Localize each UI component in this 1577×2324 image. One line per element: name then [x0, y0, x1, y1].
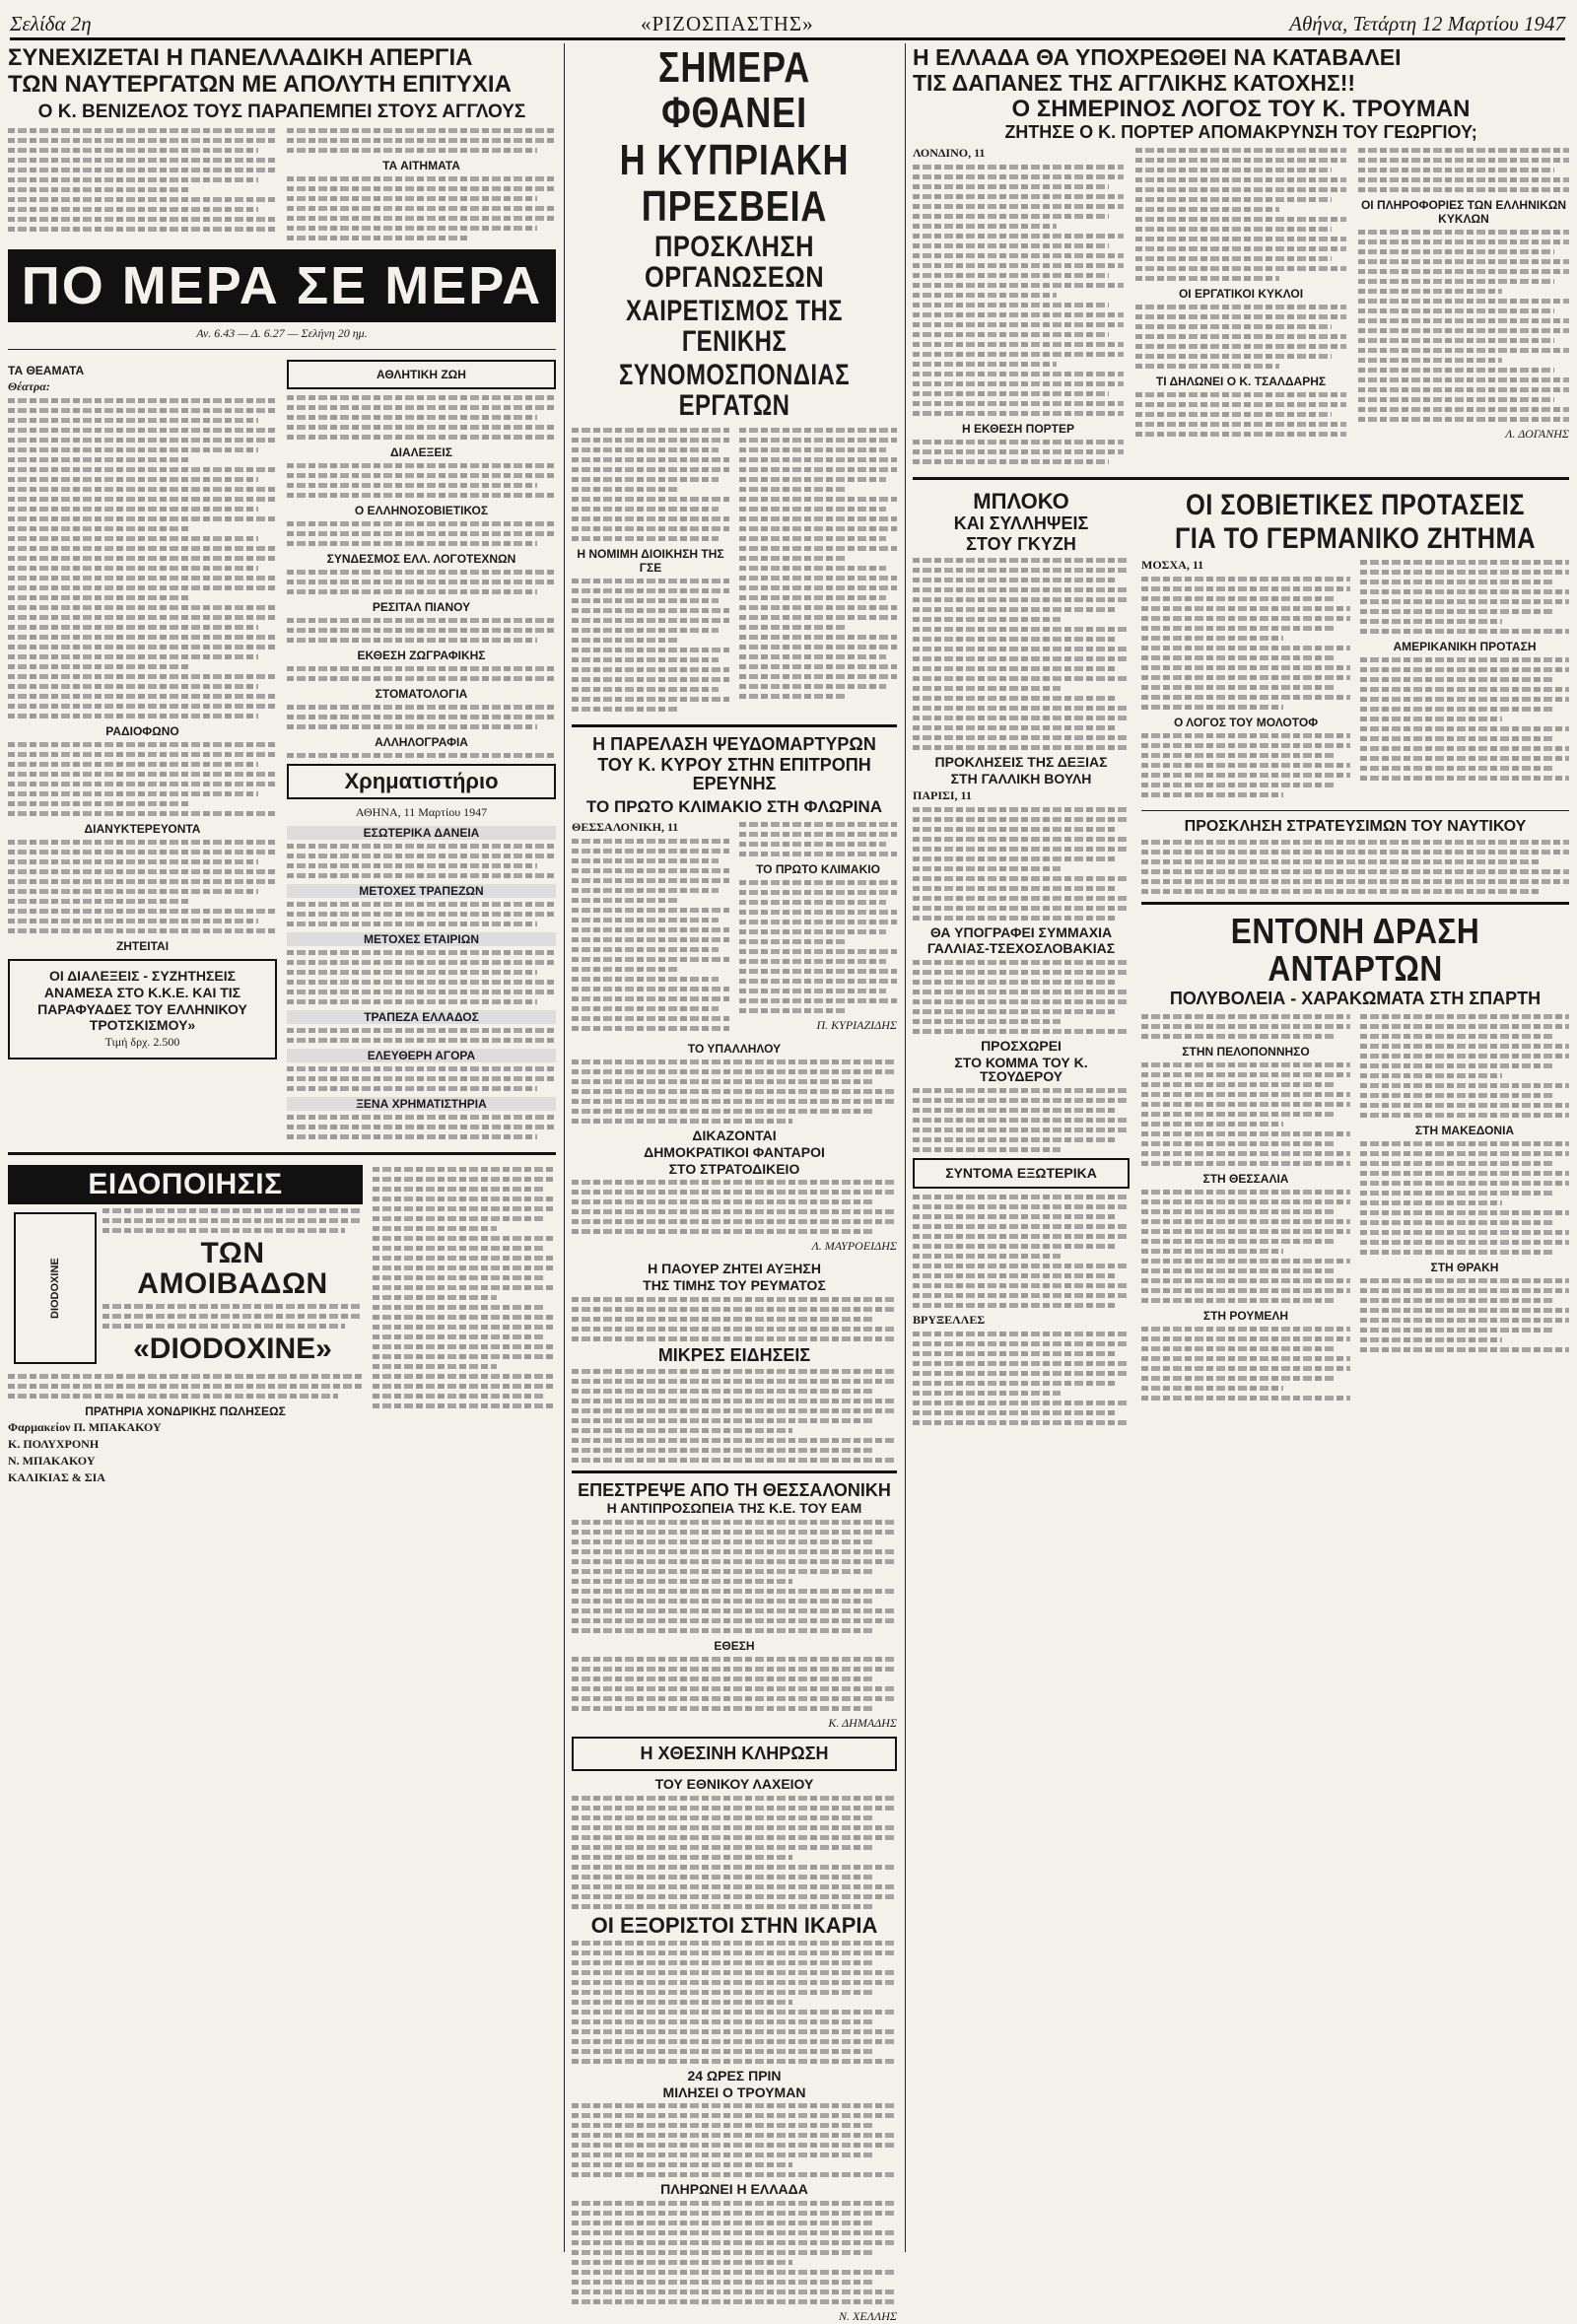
- date-line: Αθήνα, Τετάρτη 12 Μαρτίου 1947: [1289, 12, 1565, 35]
- cyprus-headline-1: ΣΗΜΕΡΑ ΦΘΑΝΕΙ: [657, 43, 811, 138]
- book-line-3: ΠΑΡΑΦΥΑΔΕΣ ΤΟΥ ΕΛΛΗΝΙΚΟΥ: [37, 1000, 247, 1017]
- signature-chellis: Ν. ΧΕΛΛΗΣ: [839, 2308, 897, 2323]
- ethesi-heading: ΕΘΕΣΗ: [714, 1639, 755, 1654]
- sovietikes-headline-1: ΟΙ ΣΟΒΙΕΤΙΚΕΣ ΠΡΟΤΑΣΕΙΣ: [1186, 489, 1525, 522]
- plirofories-heading: ΟΙ ΠΛΗΡΟΦΟΡΙΕΣ ΤΩΝ ΕΛΛΗΝΙΚΩΝ ΚΥΚΛΩΝ: [1360, 198, 1567, 227]
- porter-headline: ΖΗΤΗΣΕ Ο Κ. ΠΟΡΤΕΡ ΑΠΟΜΑΚΡΥΝΣΗ ΤΟΥ ΓΕΩΡΓΙΟΥ;: [1004, 122, 1477, 143]
- ad-pharm-3: Ν. ΜΠΑΚΑΚΟΥ: [8, 1453, 96, 1468]
- moscha-dateline: ΜΟΣΧΑ, 11: [1141, 558, 1204, 573]
- diodoxine-bottle: DIODOXINE: [14, 1212, 97, 1364]
- dikazontai-2: ΔΗΜΟΚΡΑΤΙΚΟΙ ΦΑΝΤΑΡΟΙ: [644, 1143, 825, 1160]
- signature-doganis: Λ. ΔΟΓΑΝΗΣ: [1505, 427, 1569, 442]
- column-rule: [905, 43, 906, 2252]
- section-banner: ΠΟ ΜΕΡΑ ΣΕ ΜΕΡΑ: [8, 249, 556, 322]
- ad-amoivadon: ΤΩΝ ΑΜΟΙΒΑΔΩΝ: [137, 1236, 328, 1301]
- ores-headline-2: ΜΙΛΗΣΕΙ Ο ΤΡΟΥΜΑΝ: [662, 2084, 806, 2100]
- epistrefe-headline-2: Η ΑΝΤΙΠΡΟΣΩΠΕΙΑ ΤΗΣ Κ.Ε. ΤΟΥ ΕΑΜ: [606, 1500, 862, 1517]
- stock-title: Χρηματιστήριο: [287, 764, 556, 799]
- londino-dateline: ΛΟΝΔΙΝΟ, 11: [913, 146, 986, 161]
- cyprus-headline-2: Η ΚΥΠΡΙΑΚΗ ΠΡΕΣΒΕΙΑ: [619, 136, 850, 231]
- stomatologia-heading: ΣΤΟΜΑΤΟΛΟΓΙΑ: [375, 687, 468, 702]
- calendar-line: Αν. 6.43 — Δ. 6.27 — Σελήνη 20 ημ.: [196, 326, 368, 341]
- entoni-headline-1: ΕΝΤΟΝΗ ΔΡΑΣΗ ΑΝΤΑΡΤΩΝ: [1230, 911, 1480, 989]
- ores-headline-1: 24 ΩΡΕΣ ΠΡΙΝ: [687, 2067, 782, 2084]
- prokliseis-2: ΣΤΗ ΓΑΛΛΙΚΗ ΒΟΥΛΗ: [950, 770, 1092, 786]
- masthead: [10, 12, 1565, 40]
- roumeli-heading: ΣΤΗ ΡΟΥΜΕΛΗ: [1202, 1308, 1289, 1323]
- symfono-1: ΘΑ ΥΠΟΓΡΑΦΕΙ ΣΥΜΜΑΧΙΑ: [929, 923, 1113, 940]
- ad-pharm-2: Κ. ΠΟΛΥΧΡΟΝΗ: [8, 1436, 100, 1451]
- aitimata-heading: ΤΑ ΑΙΤΗΜΑΤΑ: [382, 159, 460, 173]
- dikazontai-1: ΔΙΚΑΖΟΝΤΑΙ: [692, 1128, 777, 1144]
- mikres-headline: ΜΙΚΡΕΣ ΕΙΔΗΣΕΙΣ: [657, 1344, 811, 1365]
- signature-kyriazidis: Π. ΚΥΡΙΑΖΙΔΗΣ: [816, 1018, 897, 1033]
- prosklisi-headline: ΠΡΟΣΚΛΗΣΗ ΣΤΡΑΤΕΥΣΙΜΩΝ ΤΟΥ ΝΑΥΤΙΚΟΥ: [1184, 818, 1527, 836]
- parisi-dateline: ΠΑΡΙΣΙ, 11: [913, 787, 972, 802]
- prosxori-2: ΣΤΟ ΚΟΜΜΑ ΤΟΥ Κ. ΤΣΟΥΔΕΡΟΥ: [954, 1054, 1088, 1085]
- stock-trapeza: ΤΡΑΠΕΖΑ ΕΛΛΑΔΟΣ: [287, 1010, 556, 1024]
- ad-product: «DIODOXINE»: [133, 1332, 332, 1365]
- tsaldaris-heading: ΤΙ ΔΗΛΩΝΕΙ Ο Κ. ΤΣΑΛΔΑΡΗΣ: [1155, 375, 1327, 389]
- makedonia-heading: ΣΤΗ ΜΑΚΕΔΟΝΙΑ: [1414, 1123, 1515, 1137]
- book-line-1: ΟΙ ΔΙΑΛΕΞΕΙΣ - ΣΥΖΗΤΗΣΕΙΣ: [48, 968, 237, 985]
- lachio-headline-1: Η ΧΘΕΣΙΝΗ ΚΛΗΡΩΣΗ: [572, 1737, 897, 1771]
- eksoristoi-headline: ΟΙ ΕΞΟΡΙΣΤΟΙ ΣΤΗΝ ΙΚΑΡΙΑ: [590, 1912, 878, 1938]
- blokko-headline-1: ΜΠΛΟΚΟ: [973, 489, 1069, 514]
- book-price: Τιμή δρχ. 2.500: [104, 1035, 180, 1050]
- column-middle: [572, 43, 897, 2323]
- athlitiki-heading: ΑΘΛΗΤΙΚΗ ΖΩΗ: [287, 360, 556, 389]
- ekthesi-heading: ΕΚΘΕΣΗ ΖΩΓΡΑΦΙΚΗΣ: [357, 649, 486, 663]
- cyprus-headline-4: ΧΑΙΡΕΤΙΣΜΟΣ ΤΗΣ ΓΕΝΙΚΗΣ: [626, 294, 843, 359]
- ypallilos-heading: ΤΟ ΥΠΑΛΛΗΛΟΥ: [687, 1042, 782, 1057]
- column-rule: [564, 43, 565, 2252]
- syndesmos-heading: ΣΥΝΔΕΣΜΟΣ ΕΛΛ. ΛΟΓΟΤΕΧΝΩΝ: [326, 552, 516, 567]
- florina-sub: ΤΟ ΠΡΩΤΟ ΚΛΙΜΑΚΙΟ: [756, 862, 880, 877]
- signature-mavroeidis: Λ. ΜΑΥΡΟΕΙΔΗΣ: [811, 1239, 897, 1254]
- thraki-heading: ΣΤΗ ΘΡΑΚΗ: [1430, 1260, 1499, 1274]
- cyprus-headline-3: ΠΡΟΣΚΛΗΣΗ ΟΡΓΑΝΩΣΕΩΝ: [644, 230, 825, 295]
- epistrefe-headline-1: ΕΠΕΣΤΡΕΨΕ ΑΠΟ ΤΗ ΘΕΣΣΑΛΟΝΙΚΗ: [578, 1479, 891, 1500]
- resital-heading: ΡΕΣΙΤΑΛ ΠΙΑΝΟΥ: [372, 600, 471, 615]
- ergatikoi-heading: ΟΙ ΕΡΓΑΤΙΚΟΙ ΚΥΚΛΟΙ: [1178, 287, 1304, 302]
- stock-date: ΑΘΗΝΑ, 11 Μαρτίου 1947: [355, 805, 488, 820]
- paralasi-headline-1: Η ΠΑΡΕΛΑΣΗ ΨΕΥΔΟΜΑΡΤΥΡΩΝ: [592, 733, 876, 754]
- poyer-headline-2: ΤΗΣ ΤΙΜΗΣ ΤΟΥ ΡΕΥΜΑΤΟΣ: [643, 1277, 826, 1294]
- stock-etairion: ΜΕΤΟΧΕΣ ΕΤΑΙΡΙΩΝ: [287, 932, 556, 946]
- column-right: [913, 43, 1569, 2252]
- sovietikes-headline-2: ΓΙΑ ΤΟ ΓΕΡΜΑΝΙΚΟ ΖΗΤΗΜΑ: [1174, 521, 1537, 555]
- stock-trapezon: ΜΕΤΟΧΕΣ ΤΡΑΠΕΖΩΝ: [287, 884, 556, 898]
- radiofono-heading: ΡΑΔΙΟΦΩΝΟ: [105, 724, 179, 739]
- prokliseis-1: ΠΡΟΚΛΗΣΕΙΣ ΤΗΣ ΔΕΞΙΑΣ: [934, 754, 1108, 771]
- greece-headline-2: ΤΙΣ ΔΑΠΑΝΕΣ ΤΗΣ ΑΓΓΛΙΚΗΣ ΚΑΤΟΧΗΣ!!: [913, 70, 1356, 97]
- signature-dimadis: Κ. ΔΗΜΑΔΗΣ: [828, 1716, 897, 1731]
- vryxelles-dateline: ΒΡΥΞΕΛΛΕΣ: [913, 1312, 986, 1327]
- plironei-headline: ΠΛΗΡΩΝΕΙ Η ΕΛΛΑΔΑ: [660, 2181, 808, 2198]
- blokko-headline-3: ΣΤΟΥ ΓΚΥΖΗ: [966, 534, 1076, 555]
- lead-subhead: Ο Κ. ΒΕΝΙΖΕΛΟΣ ΤΟΥΣ ΠΑΡΑΠΕΜΠΕΙ ΣΤΟΥΣ ΑΓΓΛΟΥΣ: [37, 102, 526, 123]
- ad-pharm-1: Φαρμακείον Π. ΜΠΑΚΑΚΟΥ: [8, 1419, 162, 1434]
- florina-headline: ΤΟ ΠΡΩΤΟ ΚΛΙΜΑΚΙΟ ΣΤΗ ΦΛΩΡΙΝΑ: [585, 797, 883, 817]
- ad-pratiria: ΠΡΑΤΗΡΙΑ ΧΟΝΔΡΙΚΗΣ ΠΩΛΗΣΕΩΣ: [85, 1403, 286, 1418]
- book-box: [8, 959, 277, 1059]
- blokko-headline-2: ΚΑΙ ΣΥΛΛΗΨΕΙΣ: [953, 513, 1089, 534]
- ekthesi-porter-heading: Η ΕΚΘΕΣΗ ΠΟΡΤΕΡ: [962, 422, 1074, 437]
- prosxori-1: ΠΡΟΣΧΩΡΕΙ: [981, 1037, 1062, 1054]
- theamata-heading: ΤΑ ΘΕΑΜΑΤΑ: [8, 364, 85, 378]
- nomimi-heading: Η ΝΟΜΙΜΗ ΔΙΟΙΚΗΣΗ ΤΗΣ ΓΣΕ: [577, 546, 724, 575]
- stock-danea: ΕΣΩΤΕΡΙΚΑ ΔΑΝΕΙΑ: [287, 826, 556, 840]
- ad-pharm-4: ΚΑΛΙΚΙΑΣ & ΣΙΑ: [8, 1470, 105, 1484]
- dianykterevonta-heading: ΔΙΑΝΥΚΤΕΡΕΥΟΝΤΑ: [84, 822, 201, 837]
- syntoma-heading: ΣΥΝΤΟΜΑ ΕΞΩΤΕΡΙΚΑ: [913, 1158, 1130, 1189]
- greece-headline-1: Η ΕΛΛΑΔΑ ΘΑ ΥΠΟΧΡΕΩΘΕΙ ΝΑ ΚΑΤΑΒΑΛΕΙ: [913, 44, 1402, 70]
- ellinosoviet-heading: Ο ΕΛΛΗΝΟΣΟΒΙΕΤΙΚΟΣ: [354, 504, 489, 518]
- symfono-2: ΓΑΛΛΙΑΣ-ΤΣΕΧΟΣΛΟΒΑΚΙΑΣ: [926, 940, 1116, 957]
- thessaloniki-dateline: ΘΕΣΣΑΛΟΝΙΚΗ, 11: [572, 820, 679, 835]
- poyer-headline-1: Η ΠΑΟΥΕΡ ΖΗΤΕΙ ΑΥΞΗΣΗ: [648, 1261, 821, 1277]
- stock-xena: ΞΕΝΑ ΧΡΗΜΑΤΙΣΤΗΡΙΑ: [287, 1097, 556, 1111]
- book-line-4: ΤΡΟΤΣΚΙΣΜΟΥ»: [89, 1017, 196, 1034]
- lead-headline-2: ΤΩΝ ΝΑΥΤΕΡΓΑΤΩΝ ΜΕ ΑΠΟΛΥΤΗ ΕΠΙΤΥΧΙΑ: [8, 71, 512, 99]
- page-number: Σελίδα 2η: [10, 12, 92, 35]
- lachio-headline-2: ΤΟΥ ΕΘΝΙΚΟΥ ΛΑΧΕΙΟΥ: [654, 1776, 814, 1793]
- allilografia-heading: ΑΛΛΗΛΟΓΡΑΦΙΑ: [375, 735, 468, 750]
- dikazontai-3: ΣΤΟ ΣΤΡΑΤΟΔΙΚΕΙΟ: [668, 1160, 800, 1177]
- paper-title: «ΡΙΖΟΣΠΑΣΤΗΣ»: [641, 12, 814, 35]
- lead-headline-1: ΣΥΝΕΧΙΖΕΤΑΙ Η ΠΑΝΕΛΛΑΔΙΚΗ ΑΠΕΡΓΙΑ: [8, 44, 473, 71]
- peloponnisos-heading: ΣΤΗΝ ΠΕΛΟΠΟΝΝΗΣΟ: [1182, 1044, 1310, 1059]
- column-left: [8, 43, 556, 2252]
- book-line-2: ΑΝΑΜΕΣΑ ΣΤΟ Κ.Κ.Ε. ΚΑΙ ΤΙΣ: [43, 985, 241, 1000]
- thessalia-heading: ΣΤΗ ΘΕΣΣΑΛΙΑ: [1202, 1171, 1289, 1186]
- paralasi-headline-2: ΤΟΥ Κ. ΚΥΡΟΥ ΣΤΗΝ ΕΠΙΤΡΟΠΗ ΕΡΕΥΝΗΣ: [597, 754, 871, 793]
- dialexeis-heading: ΔΙΑΛΕΞΕΙΣ: [390, 445, 452, 460]
- entoni-headline-2: ΠΟΛΥΒΟΛΕΙΑ - ΧΑΡΑΚΩΜΑΤΑ ΣΤΗ ΣΠΑΡΤΗ: [1169, 988, 1542, 1008]
- amerikaniki-heading: ΑΜΕΡΙΚΑΝΙΚΗ ΠΡΟΤΑΣΗ: [1393, 640, 1537, 654]
- zitite-heading: ΖΗΤΕΙΤΑΙ: [115, 939, 170, 954]
- molotof-heading: Ο ΛΟΓΟΣ ΤΟΥ ΜΟΛΟΤΟΦ: [1173, 716, 1319, 730]
- cyprus-headline-5: ΣΥΝΟΜΟΣΠΟΝΔΙΑΣ ΕΡΓΑΤΩΝ: [618, 358, 851, 423]
- ad-headline: ΕΙΔΟΠΟΙΗΣΙΣ: [8, 1165, 363, 1204]
- truman-headline: Ο ΣΗΜΕΡΙΝΟΣ ΛΟΓΟΣ ΤΟΥ Κ. ΤΡΟΥΜΑΝ: [1011, 96, 1471, 123]
- stock-agora: ΕΛΕΥΘΕΡΗ ΑΓΟΡΑ: [287, 1049, 556, 1062]
- theatra-label: Θέατρα:: [8, 379, 50, 394]
